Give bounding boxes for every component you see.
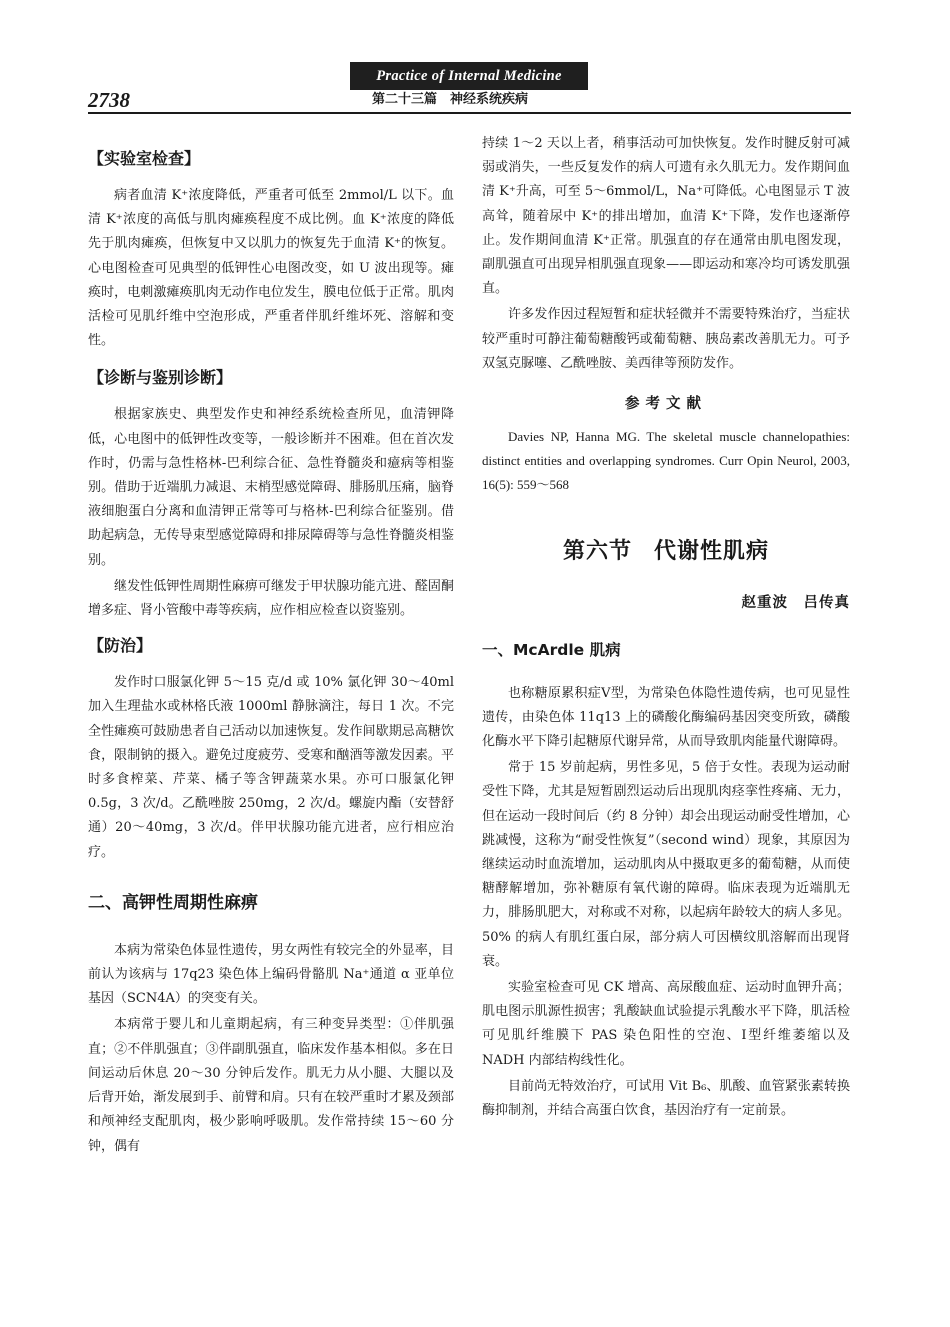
chapter-number: 第六节 xyxy=(562,538,632,564)
page-number: 2738 xyxy=(88,88,130,112)
running-head: 第二十三篇 神经系统疾病 xyxy=(372,92,529,107)
section-heading-mcardle: 一、McArdle 肌病 xyxy=(482,640,621,659)
paragraph-treatment: 发作时口服氯化钾 5～15 克/d 或 10% 氯化钾 30～40ml 加入生理盐水或林格氏液 1000ml 静脉滴注，每日 1 次。不完全性瘫痪可鼓励患者自己活动以加速恢复。发作间歇期忌高糖饮食，限制钠的摄入。避免过度疲劳、受寒和酗酒等激发因素。平时多食榨菜、芹菜、橘子等含钾蔬菜水果。亦可口服氯化钾 0.5g，3 次/d。乙酰唑胺 250mg，2 次/d。螺旋内酯（安替舒通）20～40mg，3 次/d。伴甲状腺功能亢进者，应行相应治疗。 xyxy=(88,675,454,860)
chapter-title xyxy=(482,534,850,565)
left-column xyxy=(88,132,454,1161)
paragraph-mcardle-3: 实验室检查可见 CK 增高、高尿酸血症、运动时血钾升高；肌电图示肌源性损害；乳酸缺血试验提示乳酸水平下降，肌活检可见肌纤维膜下 PAS 染色阳性的空泡、Ⅰ型纤维萎缩以及 NADH 内部结构线性化。 xyxy=(482,980,850,1068)
paragraph-mcardle-2: 常于 15 岁前起病，男性多见，5 倍于女性。表现为运动耐受性下降，尤其是短暂剧烈运动后出现肌肉痉挛性疼痛、无力，但在运动一段时间后（约 8 分钟）却会出现运动耐受性增加，心跳减慢，这称为“耐受性恢复”（second wind）现象，其原因为继续运动时血流增加，运动肌肉从中摄取更多的葡萄糖，从而使糖酵解增加，弥补糖原有氧代谢的障碍。临床表现为近端肌无力，腓肠肌肥大，对称或不对称，以起病年龄较大的病人多见。50% 的病人有肌红蛋白尿，部分病人可因横纹肌溶解而出现肾衰。 xyxy=(482,760,850,969)
paragraph-hyperkalemic-1: 本病为常染色体显性遗传，男女两性有较完全的外显率，目前认为该病与 17q23 染色体上编码骨骼肌 Na⁺通道 α 亚单位基因（SCN4A）的突变有关。 xyxy=(88,942,454,1007)
journal-banner: Practice of Internal Medicine xyxy=(350,62,588,90)
paragraph-diagnosis-1: 根据家族史、典型发作史和神经系统检查所见，血清钾降低，心电图中的低钾性改变等，一般诊断并不困难。但在首次发作时，仍需与急性格林-巴利综合征、急性脊髓炎和癔病等相鉴别。借助于近端肌力减退、末梢型感觉障碍、腓肠肌压痛，脑脊液细胞蛋白分离和血清钾正常等可与格林-巴利综合征鉴别。借助起病急，无传导束型感觉障碍和排尿障碍等与急性脊髓炎相鉴别。 xyxy=(88,407,454,568)
authors: 赵重波 吕传真 xyxy=(741,594,850,611)
paragraph-mcardle-4: 目前尚无特效治疗，可试用 Vit B₆、肌酸、血管紧张素转换酶抑制剂，并结合高蛋白饮食，基因治疗有一定前景。 xyxy=(482,1078,850,1119)
paragraph-treatment-hyper: 许多发作因过程短暂和症状轻微并不需要特殊治疗，当症状较严重时可静注葡萄糖酸钙或葡萄糖、胰岛素改善肌无力。可予双氢克脲噻、乙酰唑胺、美西律等预防发作。 xyxy=(482,307,850,371)
references-heading: 参考文献 xyxy=(625,396,707,413)
paragraph-mcardle-1: 也称糖原累积症Ⅴ型，为常染色体隐性遗传病，也可见显性遗传，由染色体 11q13 上的磷酸化酶编码基因突变所致，磷酸化酶水平下降引起糖原代谢异常，从而导致肌肉能量代谢障碍。 xyxy=(482,685,850,750)
chapter-name: 代谢性肌病 xyxy=(654,538,770,564)
paragraph-diagnosis-2: 继发性低钾性周期性麻痹可继发于甲状腺功能亢进、醛固酮增多症、肾小管酸中毒等疾病，应作相应检查以资鉴别。 xyxy=(88,578,454,619)
section-heading-treatment: 【防治】 xyxy=(88,636,153,656)
paragraph-hyperkalemic-2: 本病常于婴儿和儿童期起病，有三种变异类型：①伴肌强直；②不伴肌强直；③伴副肌强直，临床发作基本相似。多在日间运动后休息 20～30 分钟后发作。肌无力从小腿、大腿以及后背开始，渐发展到手、前臂和肩。只有在较严重时才累及颈部和颅神经支配肌肉，极少影响呼吸肌。发作常持续 15～60 分钟，偶有 xyxy=(88,1017,454,1154)
paragraph-lab: 病者血清 K⁺浓度降低，严重者可低至 2mmol/L 以下。血清 K⁺浓度的高低与肌肉瘫痪程度不成比例。血 K⁺浓度的降低先于肌肉瘫痪，但恢复中又以肌力的恢复先于血清 K⁺的恢复。心电图检查可见典型的低钾性心电图改变，如 U 波出现等。瘫痪时，电刺激瘫痪肌肉无动作电位发生，膜电位低于正常。肌肉活检可见肌纤维中空泡形成，严重者伴肌纤维坏死、溶解和变性。 xyxy=(88,188,454,349)
paragraph-continued: 持续 1～2 天以上者，稍事活动可加快恢复。发作时腱反射可减弱或消失，一些反复发作的病人可遗有永久肌无力。发作期间血清 K⁺升高，可至 5～6mmol/L，Na⁺可降低。心电图显示 T 波高耸，随着尿中 K⁺的排出增加，血清 K⁺下降，发作也逐渐停止。发作期间血清 K⁺正常。肌强直的存在通常由肌电图发现，副肌强直可出现异相肌强直现象——即运动和寒冷均可诱发肌强直。 xyxy=(482,136,850,297)
right-column xyxy=(482,132,850,1125)
header-rule xyxy=(88,112,851,114)
section-heading-lab: 【实验室检查】 xyxy=(88,149,201,168)
reference-item: Davies NP, Hanna MG. The skeletal muscle channelopathies: distinct entities and overlapping syndromes. Curr Opin Neurol, 2003, 16(5): 559～568 xyxy=(482,429,850,493)
section-heading-diagnosis: 【诊断与鉴别诊断】 xyxy=(88,368,233,388)
section-heading-hyperkalemic: 二、高钾性周期性麻痹 xyxy=(88,892,258,913)
